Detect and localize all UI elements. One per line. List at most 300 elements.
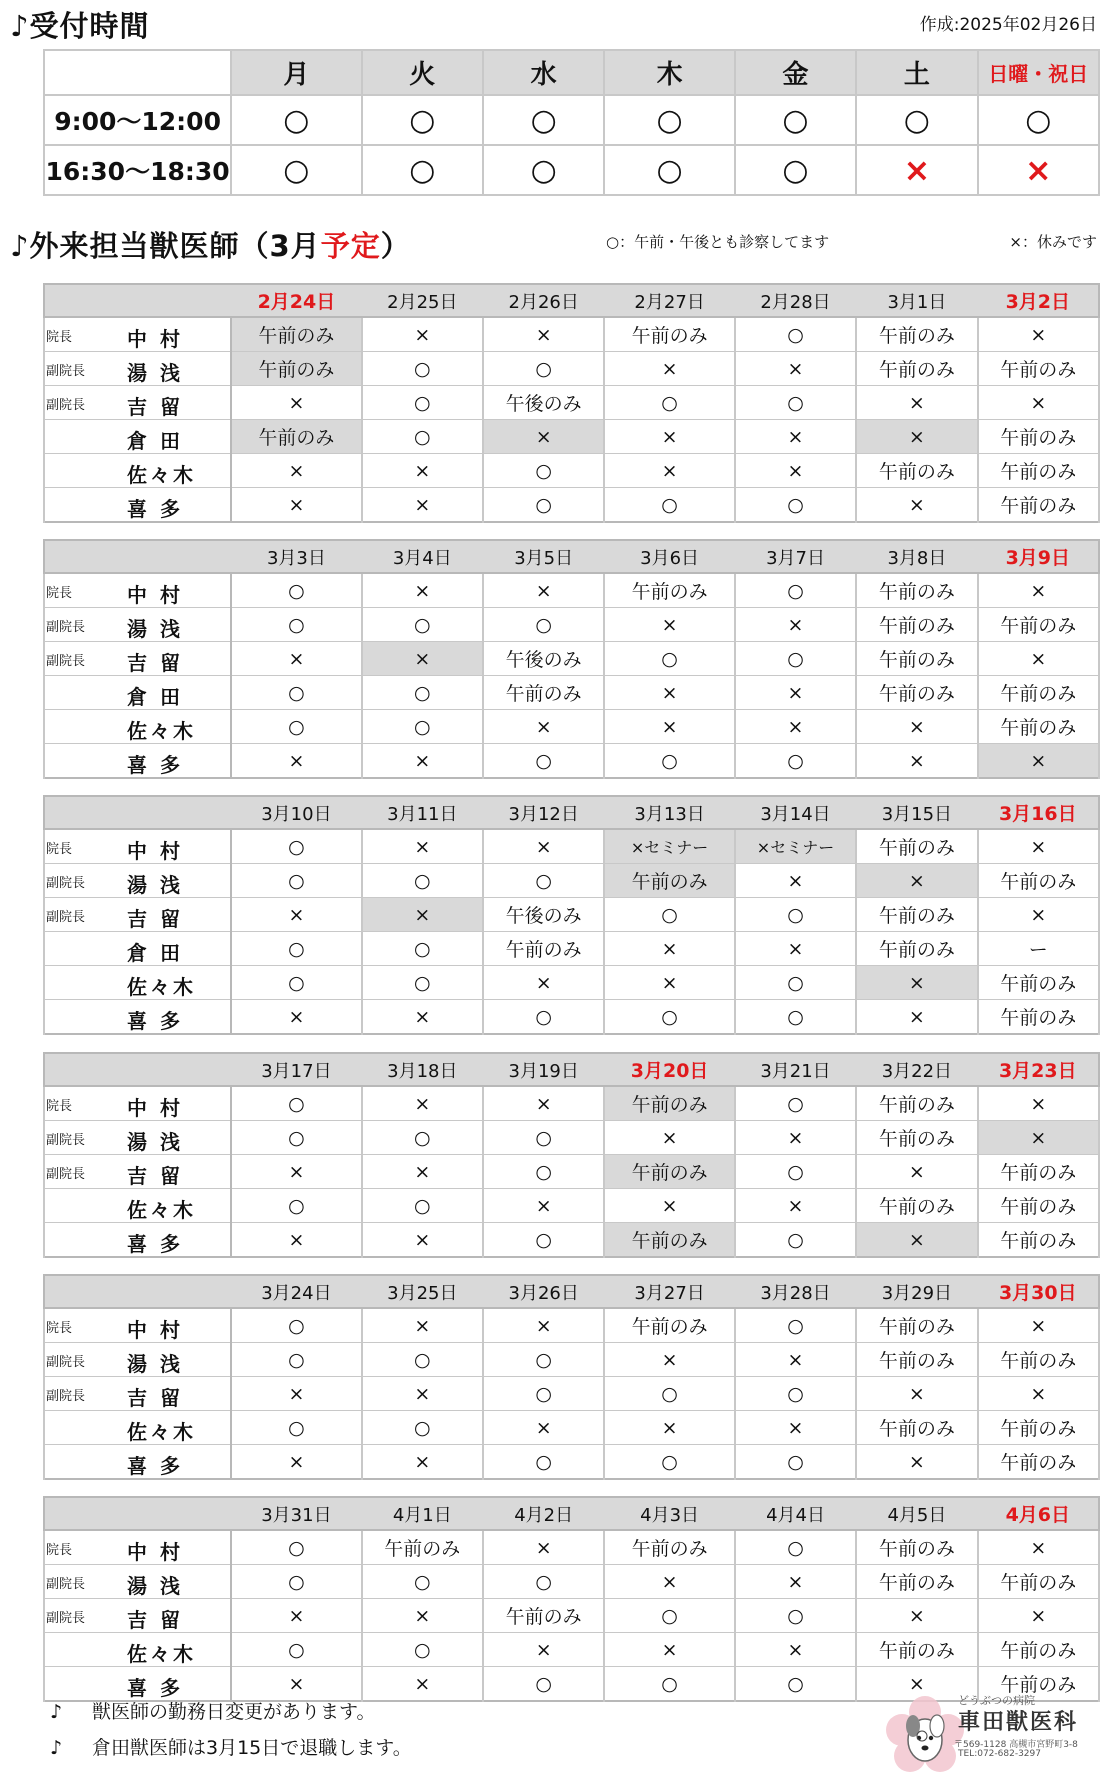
vet-title: 副院長: [46, 654, 86, 669]
vet-name-cell: [44, 676, 231, 710]
schedule-cell: ×: [231, 642, 361, 676]
vet-name-cell: [44, 1411, 231, 1445]
schedule-cell: ○: [231, 1411, 361, 1445]
reception-status-cell: [735, 95, 856, 145]
clinic-logo: [880, 1692, 1085, 1778]
schedule-cell: 午前のみ: [483, 932, 604, 966]
date-header: 2月24日: [231, 284, 361, 317]
schedule-cell: ×: [735, 1633, 856, 1667]
vet-name: 佐々木: [127, 1642, 196, 1666]
date-header: 2月25日: [362, 284, 483, 317]
reception-status-cell: [483, 145, 604, 195]
schedule-cell: ×: [231, 1000, 361, 1035]
vet-name-cell: [44, 1445, 231, 1480]
date-header: 2月28日: [735, 284, 856, 317]
vet-name: 吉 留: [127, 1608, 183, 1632]
created-date: 作成:2025年02月26日: [919, 15, 1097, 35]
vet-title: 副院長: [46, 1167, 86, 1182]
schedule-cell: ○: [483, 1445, 604, 1480]
schedule-cell: 午前のみ: [978, 352, 1099, 386]
vet-row: [44, 1121, 1099, 1155]
schedule-cell: 午前のみ: [604, 1086, 734, 1121]
week-schedule-table: [43, 1274, 1100, 1480]
reception-hours-row: [44, 95, 1099, 145]
week-schedule-table: [43, 283, 1100, 523]
schedule-cell: ×: [362, 898, 483, 932]
reception-header-row: [44, 50, 1099, 95]
schedule-title-suffix: ）: [380, 229, 411, 263]
schedule-cell: ×: [735, 710, 856, 744]
schedule-cell: ×: [978, 1121, 1099, 1155]
schedule-cell: ×: [483, 1189, 604, 1223]
clinic-address: 〒569-1128 高槻市宮野町3-8: [954, 1740, 1078, 1750]
schedule-cell: ×: [483, 573, 604, 608]
date-header: 3月19日: [483, 1053, 604, 1086]
schedule-cell: ー: [978, 932, 1099, 966]
schedule-cell: ×: [362, 317, 483, 352]
schedule-cell: ×: [362, 1155, 483, 1189]
vet-name: 佐々木: [127, 1198, 196, 1222]
schedule-cell: ○: [362, 352, 483, 386]
note-1: [50, 1697, 375, 1724]
vet-row: [44, 352, 1099, 386]
vet-name: 佐々木: [127, 975, 196, 999]
vet-name: 湯 浅: [127, 1130, 183, 1154]
schedule-cell: ×: [735, 1189, 856, 1223]
vet-name-cell: [44, 1155, 231, 1189]
day-header: 水: [483, 50, 604, 95]
date-header: 3月29日: [856, 1275, 977, 1308]
schedule-cell: 午前のみ: [978, 1189, 1099, 1223]
date-header-blank: [44, 540, 231, 573]
day-header: 土: [856, 50, 977, 95]
reception-status-cell: [978, 95, 1099, 145]
date-header: 3月10日: [231, 796, 361, 829]
vet-row: [44, 454, 1099, 488]
schedule-cell: ×: [604, 352, 734, 386]
schedule-cell: ×: [483, 1633, 604, 1667]
schedule-cell: ○: [231, 676, 361, 710]
date-header: 3月3日: [231, 540, 361, 573]
note-text: 獣医師の勤務日変更があります。: [92, 1701, 376, 1723]
date-header-row: [44, 1275, 1099, 1308]
vet-name: 湯 浅: [127, 361, 183, 385]
clinic-name: 車田獣医科: [958, 1710, 1079, 1735]
reception-status-cell: [231, 145, 361, 195]
schedule-cell: ×: [735, 864, 856, 898]
schedule-cell: ×: [978, 642, 1099, 676]
vet-row: [44, 710, 1099, 744]
schedule-cell: ×: [362, 1086, 483, 1121]
vet-row: [44, 317, 1099, 352]
reception-status-cell: [362, 95, 483, 145]
schedule-cell: ×: [978, 1086, 1099, 1121]
schedule-cell: ×: [231, 1377, 361, 1411]
schedule-cell: ○: [362, 932, 483, 966]
date-header: 4月1日: [362, 1497, 483, 1530]
schedule-cell: 午前のみ: [604, 1530, 734, 1565]
schedule-cell: 午前のみ: [604, 317, 734, 352]
vet-name: 吉 留: [127, 651, 183, 675]
vet-name: 湯 浅: [127, 617, 183, 641]
schedule-cell: ×: [735, 454, 856, 488]
day-header: 日曜・祝日: [978, 50, 1099, 95]
schedule-cell: ○: [735, 1086, 856, 1121]
schedule-cell: 午前のみ: [604, 1155, 734, 1189]
date-header: 3月28日: [735, 1275, 856, 1308]
schedule-cell: ○: [735, 744, 856, 779]
schedule-title: [10, 224, 411, 265]
note-2: [50, 1733, 412, 1760]
schedule-cell: 午前のみ: [856, 317, 977, 352]
date-header: 4月5日: [856, 1497, 977, 1530]
schedule-cell: 午前のみ: [856, 676, 977, 710]
vet-name: 中 村: [127, 839, 183, 863]
vet-name-cell: [44, 1343, 231, 1377]
schedule-cell: ×: [856, 420, 977, 454]
schedule-cell: ○: [604, 386, 734, 420]
schedule-cell: ×: [362, 488, 483, 523]
schedule-cell: ○: [231, 573, 361, 608]
schedule-cell: ○: [735, 317, 856, 352]
schedule-cell: ×: [856, 488, 977, 523]
vet-row: [44, 898, 1099, 932]
vet-name-cell: [44, 352, 231, 386]
schedule-cell: ×: [735, 1343, 856, 1377]
vet-row: [44, 573, 1099, 608]
schedule-cell: ×: [231, 1599, 361, 1633]
schedule-cell: ×: [604, 420, 734, 454]
schedule-cell: ×: [362, 1223, 483, 1258]
vet-name-cell: [44, 932, 231, 966]
schedule-cell: 午前のみ: [856, 608, 977, 642]
schedule-cell: 午後のみ: [483, 386, 604, 420]
schedule-cell: ○: [735, 1530, 856, 1565]
schedule-cell: ×: [362, 744, 483, 779]
date-header: 3月5日: [483, 540, 604, 573]
time-slot-label: 16:30〜18:30: [44, 145, 231, 195]
vet-name-cell: [44, 1000, 231, 1035]
date-header: 4月4日: [735, 1497, 856, 1530]
vet-name-cell: [44, 317, 231, 352]
schedule-cell: 午前のみ: [604, 1223, 734, 1258]
schedule-cell: ×: [978, 573, 1099, 608]
schedule-cell: ○: [362, 420, 483, 454]
schedule-cell: ×: [362, 1377, 483, 1411]
vet-title: 副院長: [46, 1355, 86, 1370]
date-header: 3月23日: [978, 1053, 1099, 1086]
vet-name: 倉 田: [127, 685, 183, 709]
schedule-cell: 午前のみ: [856, 573, 977, 608]
schedule-cell: 午前のみ: [856, 898, 977, 932]
schedule-cell: ×: [483, 829, 604, 864]
schedule-cell: ○: [483, 744, 604, 779]
vet-name: 吉 留: [127, 1164, 183, 1188]
date-header-row: [44, 796, 1099, 829]
date-header: 3月8日: [856, 540, 977, 573]
schedule-cell: 午前のみ: [231, 317, 361, 352]
schedule-cell: ○: [231, 1189, 361, 1223]
vet-title: 院長: [46, 1321, 73, 1336]
vet-title: 副院長: [46, 620, 86, 635]
date-header: 3月9日: [978, 540, 1099, 573]
schedule-cell: 午前のみ: [856, 642, 977, 676]
schedule-cell: ×: [604, 1565, 734, 1599]
schedule-cell: ×: [856, 744, 977, 779]
schedule-cell: ×: [856, 710, 977, 744]
reception-status-cell: [483, 95, 604, 145]
vet-row: [44, 1530, 1099, 1565]
vet-name: 倉 田: [127, 429, 183, 453]
vet-name: 喜 多: [127, 1009, 183, 1033]
vet-row: [44, 608, 1099, 642]
vet-name: 吉 留: [127, 395, 183, 419]
reception-status-cell: [856, 145, 977, 195]
vet-title: 副院長: [46, 364, 86, 379]
schedule-cell: ×: [362, 642, 483, 676]
schedule-cell: 午前のみ: [978, 608, 1099, 642]
schedule-cell: ○: [483, 1343, 604, 1377]
schedule-cell: ○: [604, 898, 734, 932]
schedule-cell: ×: [604, 608, 734, 642]
schedule-cell: ×: [362, 1667, 483, 1702]
schedule-cell: 午前のみ: [978, 1223, 1099, 1258]
vet-name: 湯 浅: [127, 1574, 183, 1598]
schedule-cell: 午前のみ: [856, 352, 977, 386]
schedule-cell: ×: [856, 1445, 977, 1480]
vet-row: [44, 1000, 1099, 1035]
schedule-cell: ×: [735, 420, 856, 454]
note-mark: ♪: [50, 1701, 63, 1723]
vet-name: 中 村: [127, 1540, 183, 1564]
date-header: 3月21日: [735, 1053, 856, 1086]
open-mark: ○: [656, 152, 683, 188]
schedule-cell: ○: [362, 1633, 483, 1667]
schedule-cell: ×: [604, 676, 734, 710]
schedule-cell: 午前のみ: [978, 1000, 1099, 1035]
schedule-cell: ×: [978, 1530, 1099, 1565]
schedule-cell: ×: [231, 1445, 361, 1480]
schedule-cell: ×: [483, 420, 604, 454]
schedule-cell: ○: [604, 1377, 734, 1411]
schedule-cell: ×: [978, 898, 1099, 932]
schedule-cell: ○: [231, 864, 361, 898]
vet-name: 喜 多: [127, 1676, 183, 1700]
schedule-cell: ×: [856, 386, 977, 420]
vet-name: 中 村: [127, 1096, 183, 1120]
reception-status-cell: [856, 95, 977, 145]
open-mark: ○: [409, 102, 436, 138]
vet-name-cell: [44, 966, 231, 1000]
reception-status-cell: [604, 95, 734, 145]
date-header-row: [44, 540, 1099, 573]
vet-row: [44, 1086, 1099, 1121]
schedule-cell: ○: [735, 1223, 856, 1258]
schedule-cell: 午前のみ: [978, 488, 1099, 523]
vet-row: [44, 1189, 1099, 1223]
schedule-cell: 午前のみ: [978, 1565, 1099, 1599]
date-header: 4月2日: [483, 1497, 604, 1530]
schedule-cell: ○: [362, 1343, 483, 1377]
vet-name-cell: [44, 573, 231, 608]
schedule-cell: 午前のみ: [978, 1411, 1099, 1445]
week-schedule-table: [43, 1496, 1100, 1702]
legend-cross: ×：休みです: [1009, 233, 1097, 251]
date-header: 3月24日: [231, 1275, 361, 1308]
vet-name-cell: [44, 454, 231, 488]
open-mark: ○: [409, 152, 436, 188]
schedule-cell: ×: [483, 1086, 604, 1121]
schedule-cell: ×: [604, 710, 734, 744]
vet-name: 中 村: [127, 583, 183, 607]
vet-row: [44, 676, 1099, 710]
vet-name-cell: [44, 898, 231, 932]
day-header: 月: [231, 50, 361, 95]
date-header: 3月31日: [231, 1497, 361, 1530]
schedule-cell: ×セミナー: [604, 829, 734, 864]
schedule-title-prefix: ♪外来担当獣医師（3月: [10, 229, 321, 263]
clinic-tagline: どうぶつの病院: [958, 1694, 1035, 1707]
clinic-tel: TEL:072-682-3297: [958, 1749, 1041, 1759]
schedule-cell: ×: [604, 1121, 734, 1155]
schedule-cell: ○: [231, 1121, 361, 1155]
schedule-cell: 午前のみ: [978, 1343, 1099, 1377]
week-schedule-table: [43, 1052, 1100, 1258]
vet-row: [44, 386, 1099, 420]
open-mark: ○: [903, 102, 930, 138]
date-header: 3月4日: [362, 540, 483, 573]
vet-title: 副院長: [46, 398, 86, 413]
date-header: 3月20日: [604, 1053, 734, 1086]
day-header: 火: [362, 50, 483, 95]
date-header-blank: [44, 1053, 231, 1086]
vet-name-cell: [44, 1308, 231, 1343]
schedule-cell: ○: [735, 642, 856, 676]
vet-title: 院長: [46, 842, 73, 857]
vet-name: 喜 多: [127, 497, 183, 521]
date-header: 2月27日: [604, 284, 734, 317]
vet-name-cell: [44, 386, 231, 420]
schedule-cell: ○: [362, 386, 483, 420]
vet-row: [44, 642, 1099, 676]
schedule-cell: ×: [483, 710, 604, 744]
reception-status-cell: [604, 145, 734, 195]
date-header: 3月26日: [483, 1275, 604, 1308]
schedule-cell: 午前のみ: [978, 1633, 1099, 1667]
vet-name-cell: [44, 608, 231, 642]
open-mark: ○: [530, 102, 557, 138]
schedule-cell: 午前のみ: [978, 1155, 1099, 1189]
schedule-cell: ○: [735, 488, 856, 523]
schedule-cell: ○: [604, 1000, 734, 1035]
schedule-cell: 午前のみ: [978, 676, 1099, 710]
schedule-cell: ×: [856, 864, 977, 898]
schedule-cell: 午前のみ: [856, 932, 977, 966]
schedule-cell: ×: [735, 676, 856, 710]
schedule-cell: ○: [483, 488, 604, 523]
schedule-cell: ×: [483, 966, 604, 1000]
schedule-cell: ○: [735, 386, 856, 420]
schedule-cell: 午前のみ: [856, 1086, 977, 1121]
schedule-cell: ○: [483, 1121, 604, 1155]
closed-mark: ×: [903, 151, 931, 189]
schedule-cell: ○: [483, 352, 604, 386]
date-header: 3月2日: [978, 284, 1099, 317]
date-header: 3月17日: [231, 1053, 361, 1086]
week-schedule-table: [43, 795, 1100, 1035]
schedule-cell: ×: [362, 573, 483, 608]
vet-row: [44, 1223, 1099, 1258]
schedule-cell: ×: [978, 1308, 1099, 1343]
schedule-cell: ○: [483, 454, 604, 488]
vet-title: 副院長: [46, 1577, 86, 1592]
schedule-cell: ×: [735, 1411, 856, 1445]
schedule-cell: 午前のみ: [856, 1530, 977, 1565]
date-header-blank: [44, 1497, 231, 1530]
schedule-cell: ○: [362, 608, 483, 642]
vet-row: [44, 864, 1099, 898]
schedule-cell: ○: [735, 573, 856, 608]
schedule-cell: ×: [362, 1445, 483, 1480]
schedule-cell: ×: [856, 966, 977, 1000]
vet-name: 吉 留: [127, 1386, 183, 1410]
schedule-cell: ×: [856, 1377, 977, 1411]
schedule-cell: ○: [604, 1445, 734, 1480]
schedule-cell: ○: [483, 1377, 604, 1411]
vet-name-cell: [44, 1377, 231, 1411]
date-header: 3月12日: [483, 796, 604, 829]
schedule-cell: ×: [604, 1411, 734, 1445]
vet-name-cell: [44, 1565, 231, 1599]
vet-row: [44, 829, 1099, 864]
vet-name: 佐々木: [127, 719, 196, 743]
schedule-cell: 午前のみ: [856, 1343, 977, 1377]
vet-title: 副院長: [46, 1389, 86, 1404]
schedule-cell: ×: [231, 454, 361, 488]
note-text: 倉田獣医師は3月15日で退職します。: [92, 1737, 412, 1759]
vet-row: [44, 966, 1099, 1000]
date-header: 3月18日: [362, 1053, 483, 1086]
week-schedule-table: [43, 539, 1100, 779]
vet-row: [44, 1308, 1099, 1343]
open-mark: ○: [530, 152, 557, 188]
schedule-cell: ○: [362, 676, 483, 710]
schedule-title-planned: 予定: [320, 229, 381, 263]
reception-status-cell: [362, 145, 483, 195]
schedule-cell: ○: [735, 898, 856, 932]
open-mark: ○: [283, 102, 310, 138]
date-header: 3月14日: [735, 796, 856, 829]
date-header: 3月15日: [856, 796, 977, 829]
date-header: 3月27日: [604, 1275, 734, 1308]
schedule-cell: ○: [604, 1667, 734, 1702]
schedule-cell: 午前のみ: [604, 864, 734, 898]
date-header: 2月26日: [483, 284, 604, 317]
schedule-cell: 午前のみ: [362, 1530, 483, 1565]
date-header: 3月22日: [856, 1053, 977, 1086]
schedule-cell: ○: [362, 1121, 483, 1155]
reception-hours-table: [43, 49, 1100, 196]
vet-name: 佐々木: [127, 1420, 196, 1444]
header-blank: [44, 50, 231, 95]
date-header-blank: [44, 284, 231, 317]
schedule-cell: ×: [856, 1223, 977, 1258]
schedule-cell: ×: [735, 608, 856, 642]
reception-status-cell: [231, 95, 361, 145]
schedule-cell: ×: [978, 744, 1099, 779]
schedule-cell: ○: [231, 829, 361, 864]
schedule-cell: ○: [483, 608, 604, 642]
